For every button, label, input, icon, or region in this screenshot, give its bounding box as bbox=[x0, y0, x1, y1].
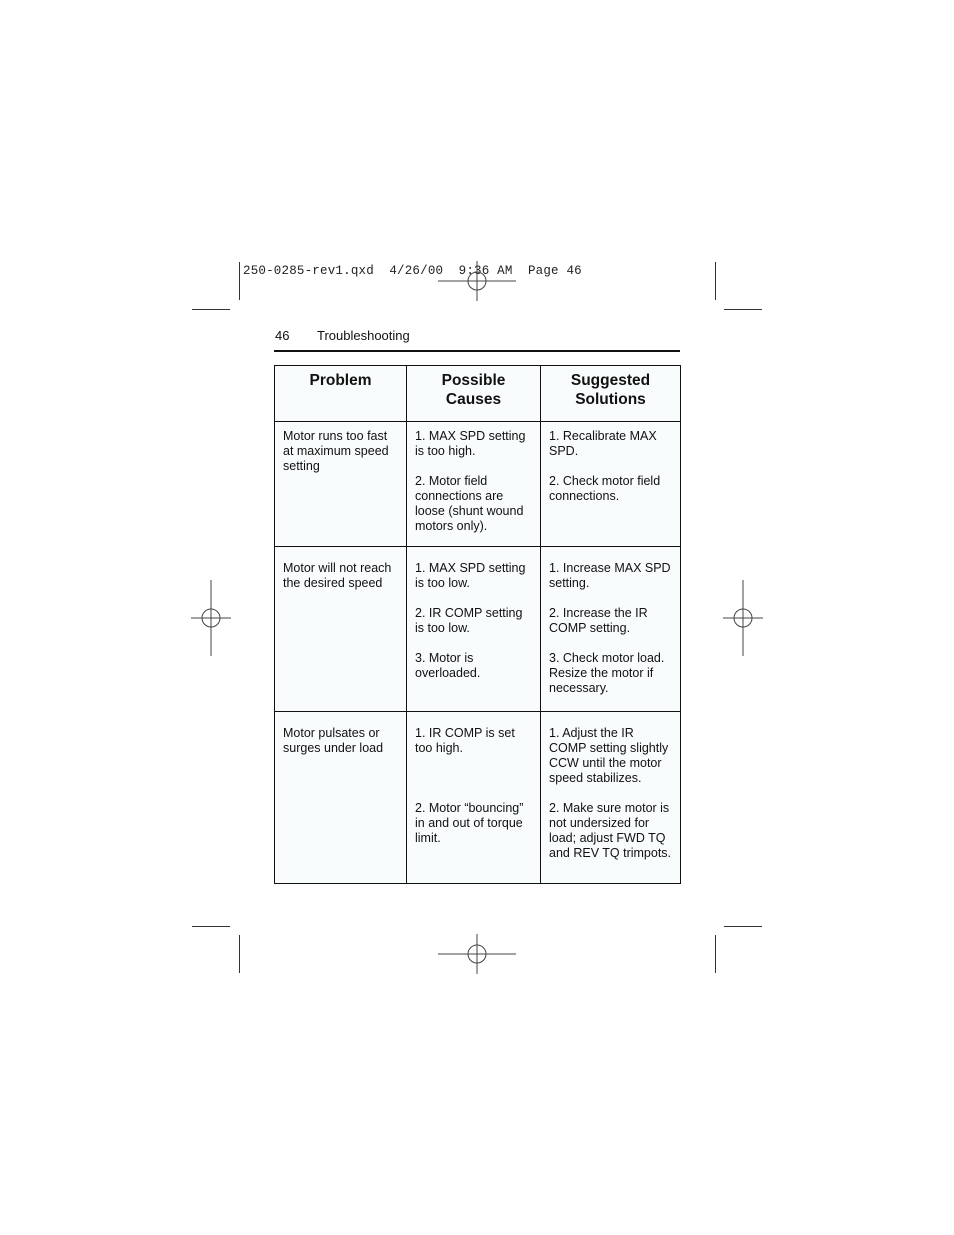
running-head bbox=[275, 328, 410, 343]
problem-text: Motor runs too fast at maximum speed setting bbox=[283, 429, 389, 473]
table-row bbox=[275, 422, 681, 547]
causes-cell bbox=[407, 422, 541, 547]
crop-mark-top-right-vertical bbox=[715, 262, 716, 300]
crop-mark-top-left-vertical bbox=[239, 262, 240, 300]
header-solutions-line2: Solutions bbox=[575, 391, 646, 408]
crop-mark-bottom-left-vertical bbox=[239, 935, 240, 973]
table-row bbox=[275, 712, 681, 884]
registration-mark-left-icon bbox=[191, 580, 231, 656]
registration-mark-right-icon bbox=[723, 580, 763, 656]
item-gap bbox=[549, 786, 674, 801]
header-causes-line2: Causes bbox=[445, 391, 502, 408]
problem-text: Motor will not reach the desired speed bbox=[283, 561, 392, 590]
cause-item: 2. IR COMP setting is too low. bbox=[415, 606, 523, 635]
solution-item: 1. Recalibrate MAX SPD. bbox=[549, 429, 657, 458]
header-problem-label: Problem bbox=[309, 372, 372, 389]
section-title: Troubleshooting bbox=[317, 328, 410, 343]
crop-mark-bottom-right-horizontal bbox=[724, 926, 762, 927]
table-header-row bbox=[275, 366, 681, 422]
cause-item: 1. MAX SPD setting is too high. bbox=[415, 429, 526, 458]
table-row bbox=[275, 547, 681, 712]
item-gap bbox=[549, 459, 674, 474]
header-problem bbox=[275, 366, 407, 422]
crop-mark-bottom-left-horizontal bbox=[192, 926, 230, 927]
causes-cell bbox=[407, 547, 541, 712]
solution-item: 1. Adjust the IR COMP setting slightly CCW until the motor speed stabilizes. bbox=[549, 726, 669, 785]
header-solutions-line1: Suggested bbox=[570, 372, 651, 389]
solutions-cell bbox=[541, 547, 681, 712]
problem-cell bbox=[275, 547, 407, 712]
header-causes-line1: Possible bbox=[441, 372, 506, 389]
registration-mark-top-icon bbox=[438, 261, 516, 301]
crop-mark-top-right-horizontal bbox=[724, 309, 762, 310]
item-gap bbox=[415, 591, 534, 606]
cause-item: 1. MAX SPD setting is too low. bbox=[415, 561, 526, 590]
item-gap bbox=[549, 591, 674, 606]
solution-item: 1. Increase MAX SPD setting. bbox=[549, 561, 671, 590]
crop-mark-top-left-horizontal bbox=[192, 309, 230, 310]
item-gap bbox=[415, 459, 534, 474]
crop-mark-bottom-right-vertical bbox=[715, 935, 716, 973]
solution-item: 2. Make sure motor is not undersized for load; adjust FWD TQ and REV TQ trimpots. bbox=[549, 801, 672, 860]
problem-cell bbox=[275, 422, 407, 547]
page-number: 46 bbox=[275, 328, 290, 343]
cause-item: 2. Motor “bouncing” in and out of torque limit. bbox=[415, 801, 524, 845]
solutions-cell bbox=[541, 712, 681, 884]
cause-item: 1. IR COMP is set too high. bbox=[415, 726, 515, 755]
problem-text: Motor pulsates or surges under load bbox=[283, 726, 384, 755]
header-suggested-solutions bbox=[541, 366, 681, 422]
solution-item: 3. Check motor load. Resize the motor if necessary. bbox=[549, 651, 665, 695]
header-rule bbox=[274, 350, 680, 352]
item-gap bbox=[549, 636, 674, 651]
solution-item: 2. Increase the IR COMP setting. bbox=[549, 606, 648, 635]
causes-cell bbox=[407, 712, 541, 884]
solutions-cell bbox=[541, 422, 681, 547]
printer-slug: 250-0285-rev1.qxd 4/26/00 9:36 AM Page 46 bbox=[243, 264, 582, 278]
solution-item: 2. Check motor field connections. bbox=[549, 474, 661, 503]
cause-item: 2. Motor field connections are loose (shunt wound motors only). bbox=[415, 474, 524, 533]
header-possible-causes bbox=[407, 366, 541, 422]
cause-item: 3. Motor is overloaded. bbox=[415, 651, 481, 680]
troubleshooting-table bbox=[274, 365, 681, 884]
item-gap bbox=[415, 756, 534, 801]
problem-cell bbox=[275, 712, 407, 884]
item-gap bbox=[415, 636, 534, 651]
registration-mark-bottom-icon bbox=[438, 934, 516, 974]
